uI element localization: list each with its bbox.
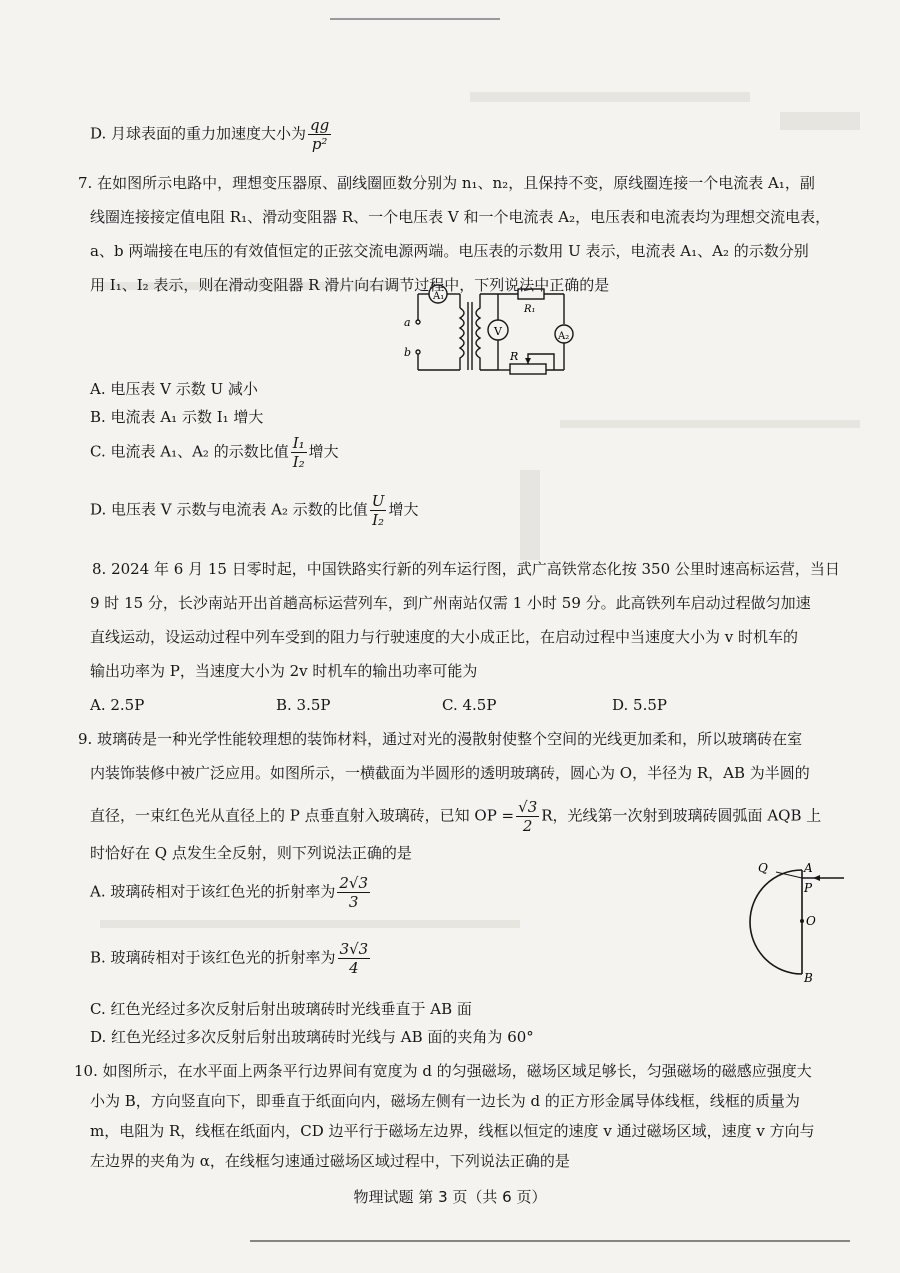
q7-line-4: 用 I₁、I₂ 表示，则在滑动变阻器 R 滑片向右调节过程中，下列说法中正确的是 (90, 276, 610, 294)
q10-line-2: 小为 B，方向竖直向下，即垂直于纸面向内，磁场左侧有一边长为 d 的正方形金属导体线框，线框的质量为 (90, 1092, 800, 1110)
q8-line-2: 9 时 15 分，长沙南站开出首趟高标运营列车，到广州南站仅需 1 小时 59 分。此高铁列车启动过程做匀加速 (90, 594, 811, 612)
q9-option-b: B. 玻璃砖相对于该红色光的折射率为 $\frac{3√3}{4}$ (90, 940, 369, 977)
bleed-through (100, 920, 520, 928)
q9-option-c: C. 红色光经过多次反射后射出玻璃砖时光线垂直于 AB 面 (90, 1000, 472, 1018)
q8-option-a: A. 2.5P (90, 696, 145, 714)
label-o: O (806, 914, 816, 928)
resistor-r1 (518, 289, 544, 299)
q8-option-c: C. 4.5P (442, 696, 497, 714)
bleed-through (470, 92, 750, 102)
fraction: $\frac{√3}{2}$ (518, 798, 538, 835)
q9-line-4: 时恰好在 Q 点发生全反射，则下列说法正确的是 (90, 844, 412, 862)
arrow-icon (813, 875, 820, 881)
q8-option-b: B. 3.5P (276, 696, 331, 714)
fraction: $\frac{\text{I₁}}{\text{I₂}}$ (292, 434, 305, 471)
q7-line-2: 线圈连接接定值电阻 R₁、滑动变阻器 R、一个电压表 V 和一个电流表 A₂，电压表和电流表均为理想交流电表， (90, 208, 831, 226)
terminal-a (416, 320, 420, 324)
scan-edge (250, 1240, 850, 1242)
primary-coil (460, 308, 464, 370)
label-a: A (804, 861, 813, 875)
q9-line-3: 直径，一束红色光从直径上的 P 点垂直射入玻璃砖，已知 OP = $\frac{√3}{2}$ R，光线第一次射到玻璃砖圆弧面 AQB 上 (90, 798, 822, 835)
center-o (800, 919, 804, 923)
q9-line-1: 9. 玻璃砖是一种光学性能较理想的装饰材料，通过对光的漫散射使整个空间的光线更加柔和，所以玻璃砖在室 (78, 730, 803, 748)
transformer-circuit-diagram (398, 280, 588, 380)
q7-option-d: D. 电压表 V 示数与电流表 A₂ 示数的比值 $\frac{U}{\text{I₂}}$ 增大 (90, 492, 419, 529)
q7-line-1: 7. 在如图所示电路中，理想变压器原、副线圈匝数分别为 n₁、n₂，且保持不变，原线圈连接一个电流表 A₁，副 (78, 174, 815, 192)
q9-option-a: A. 玻璃砖相对于该红色光的折射率为 $\frac{2√3}{3}$ (90, 874, 369, 911)
q10-line-4: 左边界的夹角为 α，在线框匀速通过磁场区域过程中，下列说法正确的是 (90, 1152, 570, 1170)
q8-line-1: 8. 2024 年 6 月 15 日零时起，中国铁路实行新的列车运行图，武广高铁常态化按 350 公里时速高标运营，当日 (92, 560, 840, 578)
semicircle-glass-diagram (740, 858, 850, 988)
q6-option-d: D. 月球表面的重力加速度大小为 $\frac{qg}{\text{p²}}$ (90, 116, 330, 153)
q8-option-d: D. 5.5P (612, 696, 667, 714)
label-a1: A₁ (433, 291, 445, 302)
terminal-b (416, 350, 420, 354)
bleed-through (780, 112, 860, 130)
q8-line-3: 直线运动，设运动过程中列车受到的阻力与行驶速度的大小成正比，在启动过程中当速度大小为 v 时机车的 (90, 628, 799, 646)
label-r1: R₁ (524, 304, 536, 315)
q7-option-c: C. 电流表 A₁、A₂ 的示数比值 $\frac{\text{I₁}}{\text{I₂}}$ 增大 (90, 434, 339, 471)
fraction: $\frac{2√3}{3}$ (339, 874, 369, 911)
secondary-coil (476, 294, 480, 370)
q7-line-3: a、b 两端接在电压的有效值恒定的正弦交流电源两端。电压表的示数用 U 表示，电流表 A₁、A₂ 的示数分别 (90, 242, 809, 260)
label-b: B (804, 971, 813, 985)
rheostat-slider (528, 354, 554, 370)
q8-line-4: 输出功率为 P，当速度大小为 2v 时机车的输出功率可能为 (90, 662, 478, 680)
fraction: $\frac{qg}{\text{p²}}$ (310, 116, 330, 153)
q7-option-a: A. 电压表 V 示数 U 减小 (90, 380, 258, 398)
bleed-through (520, 470, 540, 560)
q9-line-2: 内装饰装修中被广泛应用。如图所示，一横截面为半圆形的透明玻璃砖，圆心为 O，半径为 R，AB 为半圆的 (90, 764, 810, 782)
bleed-through (560, 420, 860, 428)
rheostat-r (510, 364, 546, 374)
label-b: b (404, 346, 412, 359)
q9-option-d: D. 红色光经过多次反射后射出玻璃砖时光线与 AB 面的夹角为 60° (90, 1028, 534, 1046)
fraction: $\frac{3√3}{4}$ (339, 940, 369, 977)
page-footer: 物理试题 第 3 页（共 6 页） (353, 1188, 547, 1206)
scan-artifact-line (330, 18, 500, 20)
q8-options (90, 696, 667, 714)
q10-line-3: m，电阻为 R，线框在纸面内，CD 边平行于磁场左边界，线框以恒定的速度 v 通过磁场区域，速度 v 方向与 (90, 1122, 815, 1140)
label-a2: A₂ (558, 331, 570, 342)
label-r: R (510, 350, 519, 363)
q7-option-b: B. 电流表 A₁ 示数 I₁ 增大 (90, 408, 264, 426)
label-a: a (404, 316, 411, 329)
q10-line-1: 10. 如图所示，在水平面上两条平行边界间有宽度为 d 的匀强磁场，磁场区域足够长，匀强磁场的磁感应强度大 (74, 1062, 812, 1080)
arc-aqb (750, 870, 802, 974)
label-q: Q (758, 861, 768, 875)
label-p: P (804, 881, 813, 895)
label-v: V (494, 325, 502, 338)
fraction: $\frac{U}{\text{I₂}}$ (371, 492, 385, 529)
